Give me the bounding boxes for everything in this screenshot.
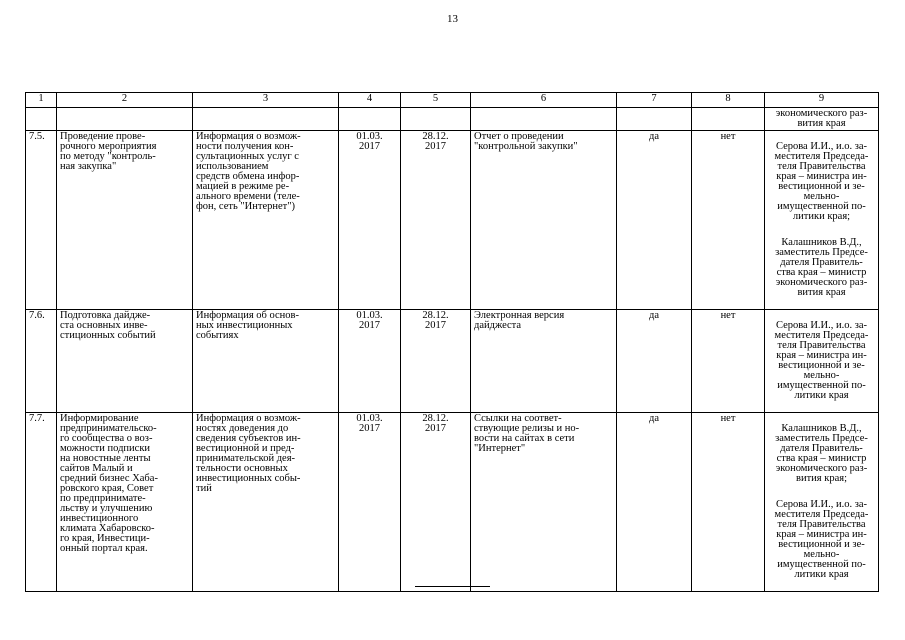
- page-number: 13: [447, 13, 458, 25]
- activity-cell: Подготовка дайдже- ста основных инве- стиционных событий: [57, 310, 193, 413]
- start-date-cell: 01.03. 2017: [339, 131, 401, 310]
- col7-cell: да: [617, 310, 692, 413]
- responsible-person: Серова И.И., и.о. за- местителя Председа- теля Правительства края – министра ин- вестиционной и зе- мельно- имущественной по- литики края: [774, 320, 869, 401]
- start-date-cell: 01.03. 2017: [339, 413, 401, 592]
- information-cell: Информация о возмож- ностях доведения до сведения субъектов ин- вестиционной и пред- принимательской дея- тельности основных инвестиционных собы- тий: [193, 413, 339, 592]
- col7-cell: да: [617, 413, 692, 592]
- end-date-cell: 28.12. 2017: [401, 413, 471, 592]
- col7-cell: да: [617, 131, 692, 310]
- responsible-person: Серова И.И., и.о. за- местителя Председа- теля Правительства края – министра ин- вестиционной и зе- мельно- имущественной по- литики края: [774, 499, 869, 580]
- information-cell: Информация о возмож- ности получения кон- сультационных услуг с использованием средств обмена инфор- мацией в режиме ре- ального времени (теле- фон, сеть "Интернет"): [193, 131, 339, 310]
- responsible-person: Калашников В.Д., заместитель Предсе- дателя Правитель- ства края – министр экономического раз- вития края: [775, 237, 868, 298]
- result-cell: Ссылки на соответ- ствующие релизы и но- вости на сайтах в сети "Интернет": [471, 413, 617, 592]
- result-cell: Электронная версия дайджеста: [471, 310, 617, 413]
- col8-cell: нет: [692, 413, 765, 592]
- activity-cell: Проведение прове- рочного мероприятия по методу "контроль- ная закупка": [57, 131, 193, 310]
- responsible-person: Серова И.И., и.о. за- местителя Председа- теля Правительства края – министра ин- вестиционной и зе- мельно- имущественной по- литики края;: [774, 141, 869, 222]
- column-number: 3: [193, 93, 339, 108]
- continuation-row: [26, 108, 879, 131]
- col8-cell: нет: [692, 310, 765, 413]
- item-number: 7.7.: [26, 413, 57, 592]
- plan-table: [25, 92, 879, 592]
- end-date-cell: 28.12. 2017: [401, 131, 471, 310]
- column-number: 5: [401, 93, 471, 108]
- information-cell: Информация об основ- ных инвестиционных событиях: [193, 310, 339, 413]
- table-row: [26, 310, 879, 413]
- item-number: 7.5.: [26, 131, 57, 310]
- footer-rule: [415, 586, 490, 587]
- column-number: 6: [471, 93, 617, 108]
- result-cell: Отчет о проведении "контрольной закупки": [471, 131, 617, 310]
- responsible-person: Калашников В.Д., заместитель Предсе- дателя Правитель- ства края – министр экономического раз- вития края;: [775, 423, 868, 484]
- responsible-cell: [765, 310, 879, 413]
- column-number: 1: [26, 93, 57, 108]
- table-body: [26, 93, 879, 592]
- column-number: 8: [692, 93, 765, 108]
- table-row: [26, 413, 879, 592]
- responsible-cell: [765, 131, 879, 310]
- column-number-row: [26, 93, 879, 108]
- item-number: 7.6.: [26, 310, 57, 413]
- column-number: 7: [617, 93, 692, 108]
- responsible-cell: [765, 413, 879, 592]
- start-date-cell: 01.03. 2017: [339, 310, 401, 413]
- table-row: [26, 131, 879, 310]
- col8-cell: нет: [692, 131, 765, 310]
- column-number: 2: [57, 93, 193, 108]
- column-number: 9: [765, 93, 879, 108]
- continuation-responsible: экономического раз- вития края: [765, 108, 879, 131]
- end-date-cell: 28.12. 2017: [401, 310, 471, 413]
- activity-cell: Информирование предпринимательско- го сообщества о воз- можности подписки на новостные ленты сайтов Малый и средний бизнес Хаба- ровского края, Совет по предпринимате- льству и улучшению инвестиционного климата Хабаровско- го края, Инвестици- онный портал края.: [57, 413, 193, 592]
- column-number: 4: [339, 93, 401, 108]
